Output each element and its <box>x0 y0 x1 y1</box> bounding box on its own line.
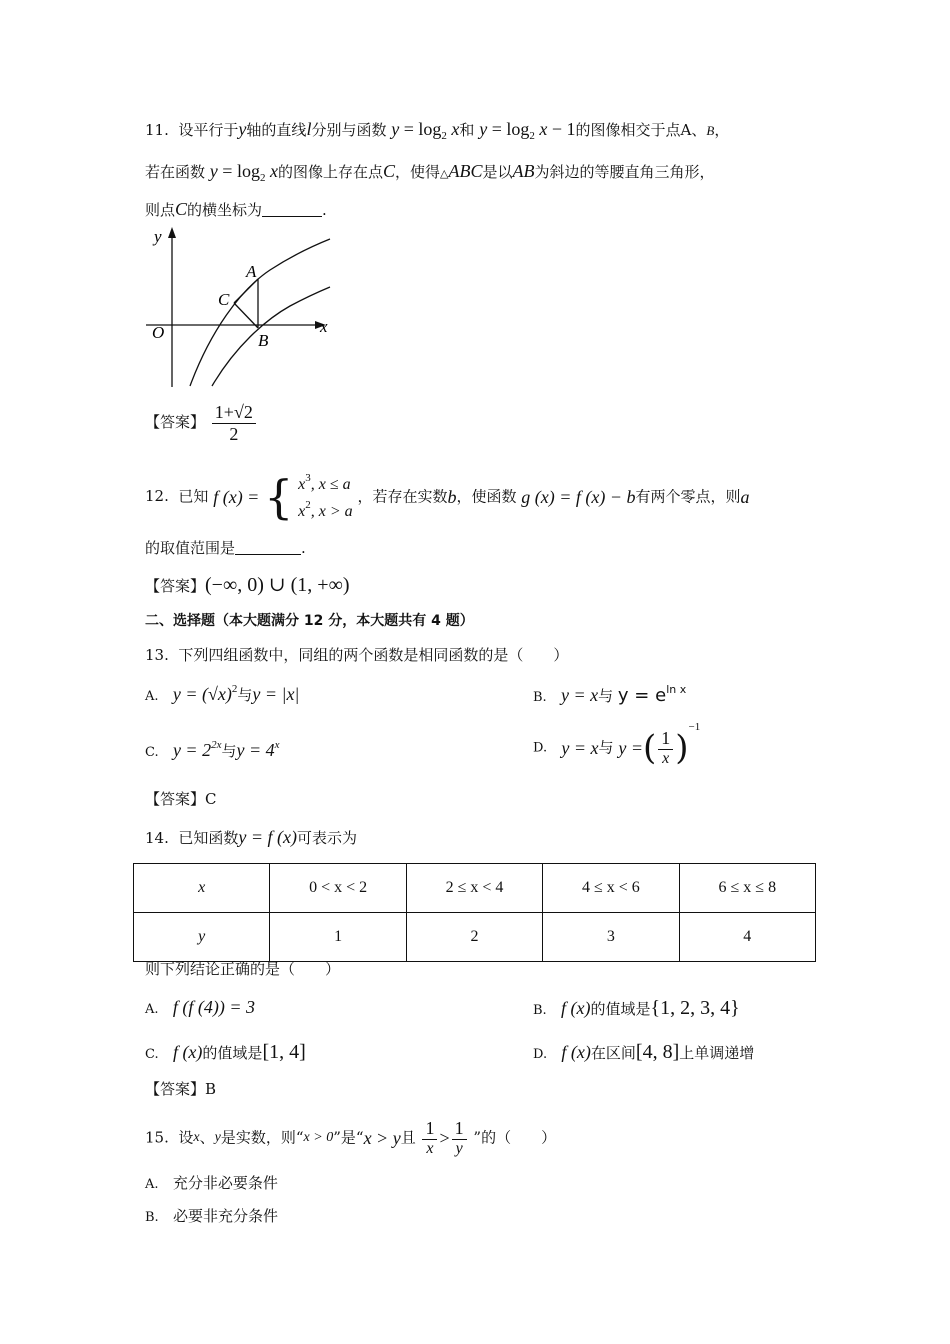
table-cell: 0 < x < 2 <box>270 864 406 913</box>
table-cell: x <box>134 864 270 913</box>
formula-log2x-2: $y = \log_2 x$ <box>209 161 278 184</box>
q12-piecewise: $x^3$, x ≤ a $x^2$, x > a <box>298 472 353 520</box>
q12-answer-value: (−∞, 0) ∪ (1, +∞) <box>205 574 350 596</box>
graph-label-B: B <box>258 331 269 350</box>
q11-line3: 则点C的横坐标为 . <box>145 199 327 219</box>
q13-option-D: D. y = x与 y =( $\frac{1}{x}$ )$^{-1}$ <box>533 721 701 768</box>
graph-label-C: C <box>218 290 230 309</box>
q13-number: 13. <box>145 646 169 664</box>
q11-line2: 若在函数 $y = \log_2 x$的图像上存在点C，使得△ABC是以AB为斜边的等腰直角三角形， <box>145 161 715 184</box>
y-axis-arrow-icon <box>168 227 176 238</box>
function-table <box>133 863 816 962</box>
table-cell: 6 ≤ x ≤ 8 <box>679 864 815 913</box>
graph-label-x: x <box>320 317 328 336</box>
q14-option-C: C. f (x)的值域是[1, 4] <box>145 1041 306 1063</box>
table-cell: 2 ≤ x < 4 <box>406 864 542 913</box>
table-cell: 1 <box>270 913 406 962</box>
answer-label: 【答案】 <box>145 1080 206 1098</box>
formula-log2x: $y = \log_2 x$ <box>391 119 460 142</box>
answer-blank <box>235 540 301 555</box>
q12-answer <box>145 575 350 595</box>
answer-label: 【答案】 <box>145 790 206 808</box>
answer-blank <box>262 202 322 217</box>
q11-line1: 11. 设平行于y轴的直线l分别与函数 $y = \log_2 x$和 $y = \log_2 x - 1$的图像相交于点A、B， <box>145 119 730 142</box>
q13-answer <box>145 792 217 807</box>
q11-graph <box>140 222 340 392</box>
q14-answer <box>145 1082 216 1097</box>
segment-BC <box>234 303 258 328</box>
q15-option-B: B. 必要非充分条件 <box>145 1207 279 1225</box>
q11-number: 11. <box>145 121 169 139</box>
q13-option-A: A. $y = (√x)^2$与y = |x| <box>145 683 300 704</box>
q14-number: 14. <box>145 829 169 847</box>
right-paren-icon: ) <box>675 728 689 768</box>
q11-answer <box>145 402 258 444</box>
q15-stem: 15. 设x、y是实数，则“x > 0”是“x > y且 $\frac{1}{x}$ > $\frac{1}{y}$ ”的（ ） <box>145 1118 557 1157</box>
table-cell: 4 <box>679 913 815 962</box>
q12-line1: 12. 已知 f (x) = { $x^3$, x ≤ a $x^2$, x > a ，若存在实数b，使函数 g (x) = f (x) − b有两个零点，则a <box>145 470 750 524</box>
table-row <box>134 864 816 913</box>
table-cell: 3 <box>543 913 679 962</box>
q13-stem: 13. 下列四组函数中，同组的两个函数是相同函数的是（ ） <box>145 646 569 664</box>
q13-option-C: C. $y = 2^{2x}$与$y = 4^x$ <box>145 739 280 760</box>
q12-number: 12. <box>145 487 169 505</box>
q13-option-B: B. y = x与 $y = e^{ln x}$ <box>533 683 687 706</box>
table-row <box>134 913 816 962</box>
left-paren-icon: ( <box>642 728 657 768</box>
q12-line2: 的取值范围是 . <box>145 539 306 557</box>
answer-label: 【答案】 <box>145 577 206 595</box>
table-cell: 2 <box>406 913 542 962</box>
q14-option-D: D. f (x)在区间[4, 8]上单调递增 <box>533 1041 755 1063</box>
section-heading: 二、选择题（本大题满分 12 分，本大题共有 4 题） <box>145 613 474 629</box>
curve-log2x-minus-1 <box>212 287 330 386</box>
graph-label-O: O <box>152 323 165 342</box>
q15-option-A: A. 充分非必要条件 <box>145 1174 278 1192</box>
table-cell: y <box>134 913 270 962</box>
answer-label: 【答案】 <box>145 413 206 432</box>
graph-label-A: A <box>246 262 257 281</box>
segment-AC <box>234 279 258 303</box>
q14-answer-value: B <box>205 1080 217 1098</box>
formula-log2x-minus-1: $y = \log_2 x - 1$ <box>479 119 576 142</box>
table-cell: 4 ≤ x < 6 <box>543 864 679 913</box>
q14-option-B: B. f (x)的值域是{1, 2, 3, 4} <box>533 997 740 1019</box>
q14-question: 则下列结论正确的是（ ） <box>145 960 341 978</box>
graph-label-y: y <box>154 227 162 246</box>
q14-option-A: A. f (f (4)) = 3 <box>145 997 255 1017</box>
q11-answer-fraction: $\frac{1+√2}{2}$ <box>212 402 256 444</box>
q13-answer-value: C <box>205 790 217 808</box>
curve-log2x <box>190 239 330 386</box>
q14-stem: 14. 已知函数y = f (x)可表示为 <box>145 827 358 847</box>
left-brace-icon: { <box>264 470 294 524</box>
q15-number: 15. <box>145 1128 169 1147</box>
